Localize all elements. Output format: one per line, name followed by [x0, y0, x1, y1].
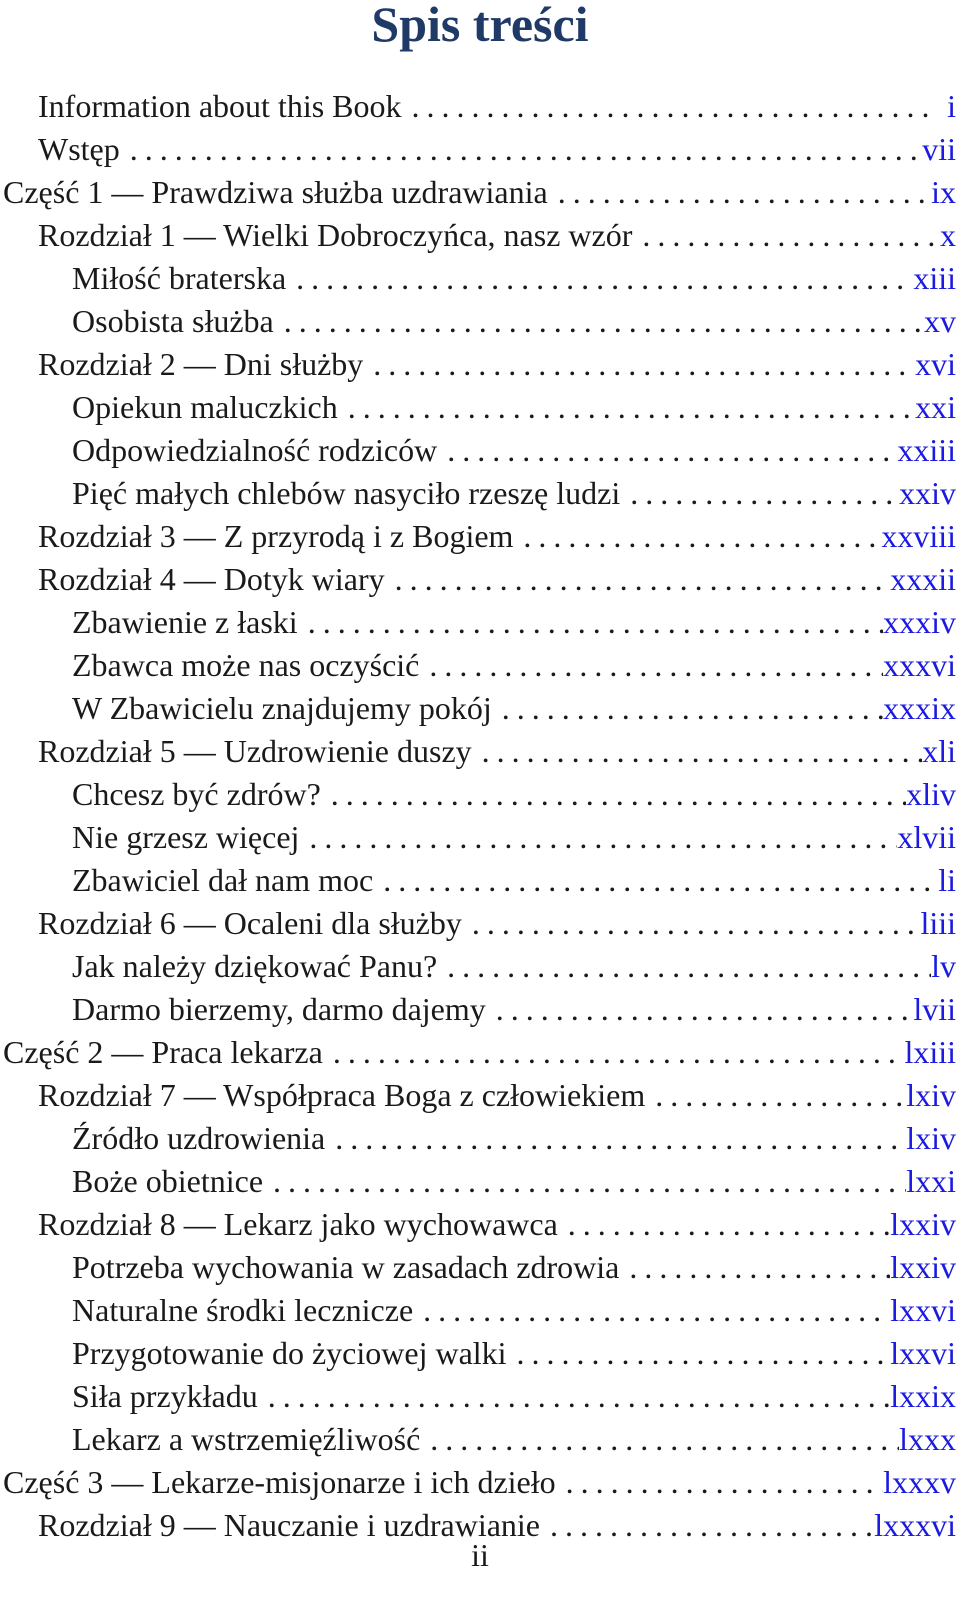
table-of-contents — [0, 85, 960, 1547]
toc-entry-title: Odpowiedzialność rodziców — [72, 432, 438, 468]
toc-page-link[interactable]: ix — [931, 174, 956, 210]
dot-leader — [258, 1375, 890, 1418]
dot-leader — [298, 601, 883, 644]
toc-entry-title: Miłość braterska — [72, 260, 287, 296]
toc-entry-title: Zbawca może nas oczyścić — [72, 647, 420, 683]
toc-page-link[interactable]: liii — [920, 905, 956, 941]
toc-entry-title: W Zbawicielu znajdujemy pokój — [72, 690, 492, 726]
toc-entry-title: Rozdział 3 — Z przyrodą i z Bogiem — [38, 518, 514, 554]
toc-entry[interactable] — [0, 300, 960, 343]
toc-entry[interactable] — [0, 171, 960, 214]
toc-page-link[interactable]: xxxiv — [883, 604, 956, 640]
toc-page-link[interactable]: lxxi — [906, 1163, 956, 1199]
dot-leader — [462, 902, 921, 945]
toc-page-link[interactable]: xxxii — [890, 561, 956, 597]
dot-leader — [472, 730, 923, 773]
dot-leader — [556, 1461, 883, 1504]
dot-leader — [286, 257, 913, 300]
dot-leader — [548, 171, 931, 214]
dot-leader — [419, 644, 883, 687]
page-title: Spis treści — [371, 0, 589, 52]
toc-page-link[interactable]: xxiv — [899, 475, 956, 511]
dot-leader — [645, 1074, 906, 1117]
toc-page-link[interactable]: lxxx — [899, 1421, 956, 1457]
dot-leader — [507, 1332, 891, 1375]
dot-leader — [338, 386, 915, 429]
toc-entry-title: Potrzeba wychowania w zasadach zdrowia — [72, 1249, 620, 1285]
toc-entry-title: Boże obietnice — [72, 1163, 264, 1199]
dot-leader — [420, 1418, 899, 1461]
toc-entry[interactable] — [0, 85, 960, 128]
toc-entry[interactable] — [0, 1418, 960, 1461]
toc-entry[interactable] — [0, 988, 960, 1031]
toc-entry[interactable] — [0, 515, 960, 558]
dot-leader — [620, 472, 899, 515]
toc-page-link[interactable]: lxiv — [906, 1077, 956, 1113]
toc-entry-title: Information about this Book — [38, 88, 402, 124]
dot-leader — [373, 859, 936, 902]
toc-page-link[interactable]: xli — [922, 733, 956, 769]
toc-entry[interactable] — [0, 1117, 960, 1160]
toc-page-link[interactable]: lxxix — [890, 1378, 956, 1414]
toc-entry-title: Źródło uzdrowienia — [72, 1120, 326, 1156]
toc-entry[interactable] — [0, 1332, 960, 1375]
toc-page-link[interactable]: xv — [924, 303, 956, 339]
toc-page-link[interactable]: xxiii — [897, 432, 956, 468]
toc-page-link[interactable]: lxxiv — [890, 1249, 956, 1285]
toc-entry-title: Pięć małych chlebów nasyciło rzeszę ludzi — [72, 475, 621, 511]
toc-page-link[interactable]: xlvii — [897, 819, 956, 855]
toc-entry[interactable] — [0, 1203, 960, 1246]
dot-leader — [323, 1031, 905, 1074]
dot-leader — [299, 816, 897, 859]
dot-leader — [274, 300, 924, 343]
dot-leader — [632, 214, 936, 257]
toc-entry-title: Zbawiciel dał nam moc — [72, 862, 374, 898]
dot-leader — [437, 429, 897, 472]
toc-page-link[interactable]: lxxxv — [883, 1464, 956, 1500]
toc-entry-title: Wstęp — [38, 131, 120, 167]
dot-leader — [263, 1160, 906, 1203]
dot-leader — [486, 988, 914, 1031]
toc-entry-title: Rozdział 6 — Ocaleni dla służby — [38, 905, 462, 941]
toc-page-link[interactable]: x — [940, 217, 956, 253]
toc-entry-title: Chcesz być zdrów? — [72, 776, 321, 812]
toc-entry-title: Siła przykładu — [72, 1378, 258, 1414]
toc-page-link[interactable]: xxi — [915, 389, 956, 425]
dot-leader — [120, 128, 922, 171]
toc-entry[interactable] — [0, 257, 960, 300]
toc-entry-title: Rozdział 1 — Wielki Dobroczyńca, nasz wzór — [38, 217, 633, 253]
toc-page-link[interactable]: xliv — [906, 776, 956, 812]
toc-page-link[interactable]: lxiii — [904, 1034, 956, 1070]
toc-entry-title: Rozdział 7 — Współpraca Boga z człowiekiem — [38, 1077, 646, 1113]
toc-entry-title: Jak należy dziękować Panu? — [72, 948, 438, 984]
toc-page-link[interactable]: lxxvi — [890, 1335, 956, 1371]
toc-page-link[interactable]: lxiv — [906, 1120, 956, 1156]
toc-entry[interactable] — [0, 601, 960, 644]
dot-leader — [325, 1117, 906, 1160]
toc-entry-title: Rozdział 8 — Lekarz jako wychowawca — [38, 1206, 558, 1242]
toc-entry-title: Przygotowanie do życiowej walki — [72, 1335, 507, 1371]
toc-entry[interactable] — [0, 386, 960, 429]
dot-leader — [413, 1289, 890, 1332]
toc-entry-title: Osobista służba — [72, 303, 274, 339]
toc-page-link[interactable]: i — [947, 88, 956, 124]
toc-entry[interactable] — [0, 1375, 960, 1418]
toc-entry-title: Rozdział 9 — Nauczanie i uzdrawianie — [38, 1507, 540, 1543]
toc-entry-title: Naturalne środki lecznicze — [72, 1292, 414, 1328]
dot-leader — [363, 343, 915, 386]
toc-entry[interactable] — [0, 343, 960, 386]
dot-leader — [321, 773, 906, 816]
toc-entry[interactable] — [0, 558, 960, 601]
toc-page-link[interactable]: lxxxvi — [874, 1507, 956, 1543]
toc-page-link[interactable]: xxviii — [881, 518, 956, 554]
toc-entry-title: Opiekun maluczkich — [72, 389, 338, 425]
toc-page-link[interactable]: lvii — [913, 991, 956, 1027]
toc-entry-title: Część 1 — Prawdziwa służba uzdrawiania — [3, 174, 548, 210]
toc-entry[interactable] — [0, 128, 960, 171]
toc-entry[interactable] — [0, 472, 960, 515]
toc-entry-title: Nie grzesz więcej — [72, 819, 300, 855]
toc-entry[interactable] — [0, 902, 960, 945]
toc-entry[interactable] — [0, 1289, 960, 1332]
dot-leader — [558, 1203, 890, 1246]
toc-entry-title: Zbawienie z łaski — [72, 604, 298, 640]
toc-entry[interactable] — [0, 945, 960, 988]
toc-entry-title: Darmo bierzemy, darmo dajemy — [72, 991, 486, 1027]
toc-entry-title: Część 3 — Lekarze-misjonarze i ich dzieło — [3, 1464, 556, 1500]
toc-entry[interactable] — [0, 644, 960, 687]
dot-leader — [385, 558, 891, 601]
toc-entry[interactable] — [0, 687, 960, 730]
toc-entry-title: Część 2 — Praca lekarza — [3, 1034, 323, 1070]
toc-entry[interactable] — [0, 1160, 960, 1203]
dot-leader — [513, 515, 881, 558]
toc-entry[interactable] — [0, 859, 960, 902]
toc-entry-title: Rozdział 4 — Dotyk wiary — [38, 561, 385, 597]
toc-page-link[interactable]: lxxvi — [890, 1292, 956, 1328]
toc-entry[interactable] — [0, 773, 960, 816]
toc-page-link[interactable]: xvi — [915, 346, 956, 382]
dot-leader — [492, 687, 883, 730]
dot-leader — [437, 945, 931, 988]
toc-entry-title: Rozdział 2 — Dni służby — [38, 346, 364, 382]
toc-entry[interactable] — [0, 1461, 960, 1504]
toc-page-link[interactable]: vii — [922, 131, 956, 167]
toc-page-link[interactable]: lxxiv — [890, 1206, 956, 1242]
toc-page-link[interactable]: li — [938, 862, 956, 898]
toc-entry-title: Rozdział 5 — Uzdrowienie duszy — [38, 733, 472, 769]
toc-entry[interactable] — [0, 1246, 960, 1289]
toc-entry[interactable] — [0, 816, 960, 859]
footer-page-number: ii — [471, 1537, 489, 1573]
toc-page-link[interactable]: xiii — [913, 260, 956, 296]
toc-entry[interactable] — [0, 1074, 960, 1117]
dot-leader — [619, 1246, 890, 1289]
toc-entry-title: Lekarz a wstrzemięźliwość — [72, 1421, 421, 1457]
toc-entry[interactable] — [0, 214, 960, 257]
toc-page-link[interactable]: xxxvi — [883, 647, 956, 683]
toc-page-link[interactable]: lv — [931, 948, 956, 984]
toc-entry[interactable] — [0, 1031, 960, 1074]
toc-page-link[interactable]: xxxix — [883, 690, 956, 726]
dot-leader — [402, 85, 936, 128]
toc-entry[interactable] — [0, 730, 960, 773]
toc-entry[interactable] — [0, 429, 960, 472]
